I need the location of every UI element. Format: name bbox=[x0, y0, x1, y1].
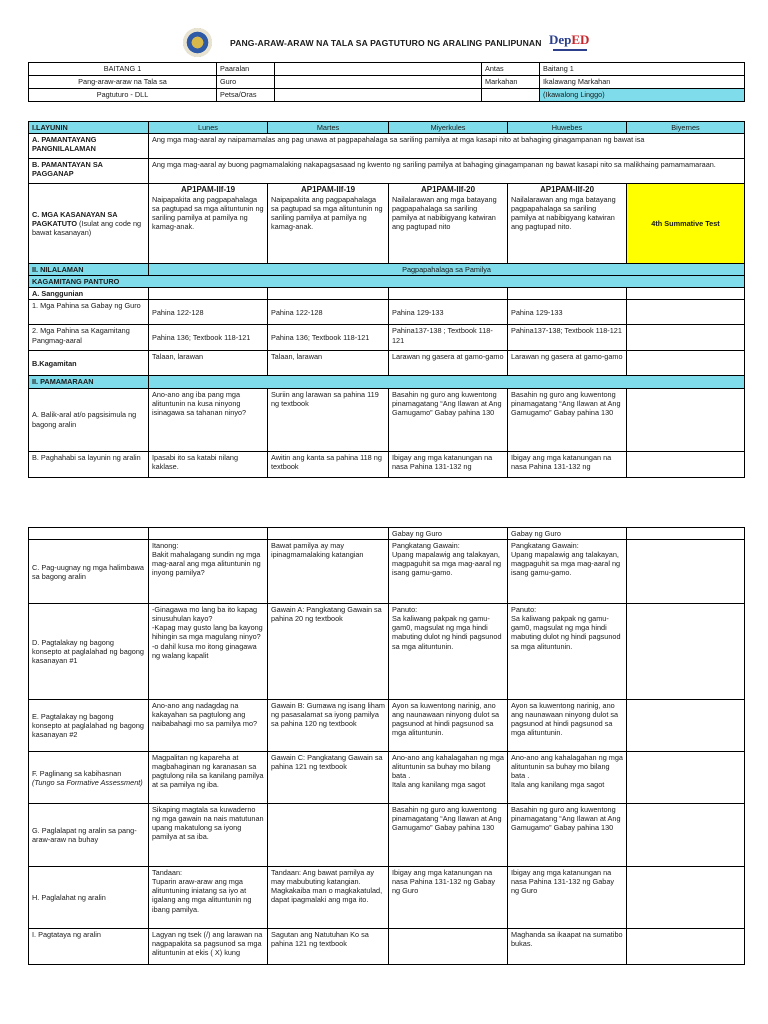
kagamitan-b-lunes: Talaan, larawan bbox=[149, 351, 268, 376]
paglalapat-miyerkules: Basahin ng guro ang kuwentong pinamagatang “Ang Ilawan at Ang Gamugamo” Gabay pahina 130 bbox=[389, 804, 508, 867]
summative-test-cell: 4th Summative Test bbox=[627, 184, 745, 264]
petsa-value[interactable] bbox=[275, 89, 482, 102]
balik-aral-martes: Suriin ang larawan sa pahina 119 ng textbook bbox=[268, 388, 389, 451]
antas-value: Baitang 1 bbox=[540, 63, 745, 76]
paglinang-note: (Tungo sa Formative Assessment) bbox=[32, 777, 143, 787]
pagtalakay-2-label: E. Pagtalakay ng bagong konsepto at paglalahad ng bagong kasanayan #2 bbox=[29, 700, 149, 752]
kagamitang-huwebes: Pahina137-138; Textbook 118-121 bbox=[508, 325, 627, 351]
kasanayan-miyerkules-text: Nailalarawan ang mga batayang pagpapahalaga sa sariling pamilya at nabibigyang katwiran ang pagtupad nito bbox=[392, 195, 497, 232]
pag-uugnay-huwebes: Pangkatang Gawain: Upang mapalawig ang talakayan, magpaguhit sa mga mag-aaral ng isang gamu-gamo. bbox=[508, 540, 627, 604]
paghahabi-martes: Awitin ang kanta sa pahina 118 ng textbook bbox=[268, 451, 389, 477]
pagtataya-martes: Sagutan ang Natutuhan Ko sa pahina 121 ng textbook bbox=[268, 929, 389, 965]
kagamitan-b-martes: Talaan, larawan bbox=[268, 351, 389, 376]
biyernes-header: Biyernes bbox=[627, 122, 745, 134]
pamantayang-pangnilalaman-label: A. PAMANTAYANG PANGNILALAMAN bbox=[29, 134, 149, 159]
miyerkules-header: Miyerkules bbox=[389, 122, 508, 134]
paaralan-value[interactable] bbox=[275, 63, 482, 76]
paglinang-miyerkules: Ano-ano ang kahalagahan ng mga alituntunin sa buhay mo bilang bata . Itala ang kanilang mga sagot bbox=[389, 752, 508, 804]
kasanayan-label bbox=[29, 184, 149, 264]
paglinang-martes: Gawain C: Pangkatang Gawain sa pahina 121 ng textbook bbox=[268, 752, 389, 804]
pamantayang-pangnilalaman-text: Ang mga mag-aaral ay naipamamalas ang pag unawa at pagpapahalaga sa sariling pamilya at mga kasapi nito at bahaging ginagampanan ng bawat isa bbox=[149, 134, 745, 159]
pagtalakay-1-huwebes: Panuto: Sa kaliwang pakpak ng gamu-gam0, magsulat ng mga hindi mabuting dulot ng hindi pagsunod sa mga alituntunin. bbox=[508, 604, 627, 700]
paglalapat-martes bbox=[268, 804, 389, 867]
pagtalakay-1-miyerkules: Panuto: Sa kaliwang pakpak ng gamu-gam0, magsulat ng mga hindi mabuting dulot ng hindi pagsunod sa mga alituntunin. bbox=[389, 604, 508, 700]
pagtataya-label: I. Pagtataya ng aralin bbox=[29, 929, 149, 965]
markahan-value: Ikalawang Markahan bbox=[540, 76, 745, 89]
kasanayan-title: C. MGA KASANAYAN SA PAGKATUTO bbox=[32, 209, 118, 229]
pagtalakay-1-label: D. Pagtalakay ng bagong konsepto at paglalahad ng bagong kasanayan #1 bbox=[29, 604, 149, 700]
linggo-value: (Ikawalong Linggo) bbox=[540, 89, 745, 102]
pagtataya-huwebes: Maghanda sa ikaapat na sumatibo bukas. bbox=[508, 929, 627, 965]
nilalaman-label: II. NILALAMAN bbox=[29, 264, 149, 276]
lesson-table-page1 bbox=[28, 121, 745, 478]
kasanayan-martes-text: Naipapakita ang pagpapahalaga sa pagtupad sa mga alituntunin ng sariling pamilya at pamilya ng kamag-anak. bbox=[271, 195, 383, 232]
pamamaraan-label: II. PAMAMARAAN bbox=[29, 376, 149, 388]
paglinang-title: F. Paglinang sa kabihasnan bbox=[32, 768, 122, 778]
kagamitan-b-miyerkules: Larawan ng gasera at gamo-gamo bbox=[389, 351, 508, 376]
nilalaman-value: Pagpapahalaga sa Pamilya bbox=[149, 264, 745, 276]
gabay-ng-guro-miyerkules: Gabay ng Guro bbox=[389, 528, 508, 540]
competency-code: AP1PAM-IIf-20 bbox=[420, 185, 476, 195]
markahan-label: Markahan bbox=[482, 76, 540, 89]
pag-uugnay-label: C. Pag-uugnay ng mga halimbawa sa bagong aralin bbox=[29, 540, 149, 604]
kagamitang-pangmag-aaral-label: 2. Mga Pahina sa Kagamitang Pangmag-aaral bbox=[29, 325, 149, 351]
antas-label: Antas bbox=[482, 63, 540, 76]
pagtataya-miyerkules bbox=[389, 929, 508, 965]
petsa-label: Petsa/Oras bbox=[217, 89, 275, 102]
info-table bbox=[28, 62, 745, 102]
kasanayan-huwebes-text: Nailalarawan ang mga batayang pagpapahalaga sa sariling pamilya at nabibigyang katwiran ang pagtupad nito. bbox=[511, 195, 616, 232]
pag-uugnay-lunes: Itanong: Bakit mahalagang sundin ng mga mag-aaral ang mga alituntunin ng inyong pamilya? bbox=[149, 540, 268, 604]
guro-label: Guro bbox=[217, 76, 275, 89]
deped-logo: DepED bbox=[549, 32, 590, 47]
document-title: PANG-ARAW-ARAW NA TALA SA PAGTUTURO NG ARALING PANLIPUNAN bbox=[230, 38, 542, 48]
lesson-table-page2 bbox=[28, 527, 745, 965]
kasanayan-lunes bbox=[149, 184, 268, 264]
paghahabi-miyerkules: Ibigay ang mga katanungan na nasa Pahina 131-132 ng bbox=[389, 451, 508, 477]
balik-aral-label: A. Balik-aral at/o pagsisimula ng bagong aralin bbox=[29, 388, 149, 451]
paglalapat-huwebes: Basahin ng guro ang kuwentong pinamagatang “Ang Ilawan at Ang Gamugamo” Gabay pahina 130 bbox=[508, 804, 627, 867]
pamantayan-sa-pagganap-label: B. PAMANTAYAN SA PAGGANAP bbox=[29, 159, 149, 184]
paghahabi-huwebes: Ibigay ang mga katanungan na nasa Pahina 131-132 ng bbox=[508, 451, 627, 477]
balik-aral-miyerkules: Basahin ng guro ang kuwentong pinamagatang “Ang Ilawan at Ang Gamugamo” Gabay pahina 130 bbox=[389, 388, 508, 451]
balik-aral-lunes: Ano-ano ang iba pang mga alituntunin na kusa ninyong isinagawa sa tahanan ninyo? bbox=[149, 388, 268, 451]
deped-logo-underline bbox=[553, 49, 587, 51]
kasanayan-lunes-text: Naipapakita ang pagpapahalaga sa pagtupad sa mga alituntunin ng sariling pamilya at pamilya ng kamag-anak. bbox=[152, 195, 264, 232]
layunin-header: I.LAYUNIN bbox=[29, 122, 149, 134]
paglalahat-martes: Tandaan: Ang bawat pamilya ay may mabubuting katangian. Magkakaiba man o magkakatulad, dapat ipagmalaki ang mga ito. bbox=[268, 867, 389, 929]
gabay-pahina-lunes: Pahina 122-128 bbox=[149, 300, 268, 325]
sanggunian-label: A. Sanggunian bbox=[29, 288, 149, 300]
paglinang-label bbox=[29, 752, 149, 804]
baitang-label: BAITANG 1 bbox=[29, 63, 217, 76]
paglalapat-label: G. Paglalapat ng aralin sa pang-araw-araw na buhay bbox=[29, 804, 149, 867]
kasanayan-miyerkules bbox=[389, 184, 508, 264]
gabay-pahina-martes: Pahina 122-128 bbox=[268, 300, 389, 325]
kagamitang-lunes: Pahina 136; Textbook 118-121 bbox=[149, 325, 268, 351]
huwebes-header: Huwebes bbox=[508, 122, 627, 134]
kagamitang-miyerkules: Pahina137-138 ; Textbook 118-121 bbox=[389, 325, 508, 351]
balik-aral-huwebes: Basahin ng guro ang kuwentong pinamagatang “Ang Ilawan at Ang Gamugamo” Gabay pahina 130 bbox=[508, 388, 627, 451]
paglalahat-huwebes: Ibigay ang mga katanungan na nasa Pahina 131-132 ng Gabay ng Guro bbox=[508, 867, 627, 929]
pagtalakay-2-lunes: Ano-ano ang nadagdag na kakayahan sa pagtulong ang naibabahagi mo sa pamilya mo? bbox=[149, 700, 268, 752]
pagtalakay-2-miyerkules: Ayon sa kuwentong narinig, ano ang naunawaan ninyong dulot sa pagsunod at hindi pagsunod sa mga alituntunin. bbox=[389, 700, 508, 752]
gabay-pahina-label: 1. Mga Pahina sa Gabay ng Guro bbox=[29, 300, 149, 325]
paghahabi-label: B. Paghahabi sa layunin ng aralin bbox=[29, 451, 149, 477]
pagtalakay-1-lunes: -Ginagawa mo lang ba ito kapag sinusuhulan kayo? -Kapag may gusto lang ba kayong hihingin sa mga magulang ninyo? -o dahil kusa mo itong ginagawa ng walang kapalit bbox=[149, 604, 268, 700]
pamantayan-sa-pagganap-text: Ang mga mag-aaral ay buong pagmamalaking nakapagsasaad ng kwento ng sariling pamilya at bahaging ginagampanan ng bawat kasapi nito sa malikhaing pamamamaraan. bbox=[149, 159, 745, 184]
paglinang-huwebes: Ano-ano ang kahalagahan ng mga alituntunin sa buhay mo bilang bata . Itala ang kanilang mga sagot bbox=[508, 752, 627, 804]
gabay-pahina-huwebes: Pahina 129-133 bbox=[508, 300, 627, 325]
pagtalakay-1-martes: Gawain A: Pangkatang Gawain sa pahina 20 ng textbook bbox=[268, 604, 389, 700]
pagtalakay-2-huwebes: Ayon sa kuwentong narinig, ano ang naunawaan ninyong dulot sa pagsunod at hindi pagsunod sa mga alituntunin. bbox=[508, 700, 627, 752]
gabay-ng-guro-huwebes: Gabay ng Guro bbox=[508, 528, 627, 540]
dll-line2: Pagtuturo - DLL bbox=[29, 89, 217, 102]
gabay-pahina-miyerkules: Pahina 129-133 bbox=[389, 300, 508, 325]
kagamitan-label: KAGAMITANG PANTURO bbox=[29, 276, 745, 288]
paaralan-label: Paaralan bbox=[217, 63, 275, 76]
paglalahat-label: H. Paglalahat ng aralin bbox=[29, 867, 149, 929]
pag-uugnay-martes: Bawat pamilya ay may ipinagmamalaking katangian bbox=[268, 540, 389, 604]
empty-cell bbox=[482, 89, 540, 102]
paglinang-lunes: Magpalitan ng kapareha at magbahaginan ng karanasan sa pagtulong nila sa kanilang pamilya at sa pamilya ng iba. bbox=[149, 752, 268, 804]
kasanayan-note: (Isulat ang code ng bawat kasanayan) bbox=[32, 219, 142, 238]
pagtataya-lunes: Lagyan ng tsek (/) ang larawan na nagpapakita sa pagsunod sa mga alituntunin at ekis ( X) kung bbox=[149, 929, 268, 965]
guro-value[interactable] bbox=[275, 76, 482, 89]
days-header-row bbox=[29, 122, 745, 134]
kasanayan-martes bbox=[268, 184, 389, 264]
pagtalakay-2-martes: Gawain B: Gumawa ng isang liham ng pasasalamat sa iyong pamilya sa pahina 120 ng textbook bbox=[268, 700, 389, 752]
competency-code: AP1PAM-IIf-19 bbox=[300, 185, 356, 195]
document-header bbox=[0, 24, 768, 60]
martes-header: Martes bbox=[268, 122, 389, 134]
kagamitang-martes: Pahina 136; Textbook 118-121 bbox=[268, 325, 389, 351]
kagamitan-b-huwebes: Larawan ng gasera at gamo-gamo bbox=[508, 351, 627, 376]
kagamitan-b-label: B.Kagamitan bbox=[29, 351, 149, 376]
competency-code: AP1PAM-IIf-20 bbox=[539, 185, 595, 195]
competency-code: AP1PAM-IIf-19 bbox=[180, 185, 236, 195]
dll-line1: Pang-araw-araw na Tala sa bbox=[29, 76, 217, 89]
deped-seal-logo bbox=[183, 28, 212, 57]
paghahabi-lunes: Ipasabi ito sa katabi nilang kaklase. bbox=[149, 451, 268, 477]
pag-uugnay-miyerkules: Pangkatang Gawain: Upang mapalawig ang talakayan, magpaguhit sa mga mag-aaral ng isang gamu-gamo. bbox=[389, 540, 508, 604]
kasanayan-huwebes bbox=[508, 184, 627, 264]
lunes-header: Lunes bbox=[149, 122, 268, 134]
paglalapat-lunes: Sikaping magtala sa kuwaderno ng mga gawain na nais matutunan upang makatulong sa iyong pamilya at sa iba. bbox=[149, 804, 268, 867]
paglalahat-lunes: Tandaan: Tuparin araw-araw ang mga alituntuning iniatang sa iyo at igalang ang mga alituntunin ng ibang pamilya. bbox=[149, 867, 268, 929]
paglalahat-miyerkules: Ibigay ang mga katanungan na nasa Pahina 131-132 ng Gabay ng Guro bbox=[389, 867, 508, 929]
